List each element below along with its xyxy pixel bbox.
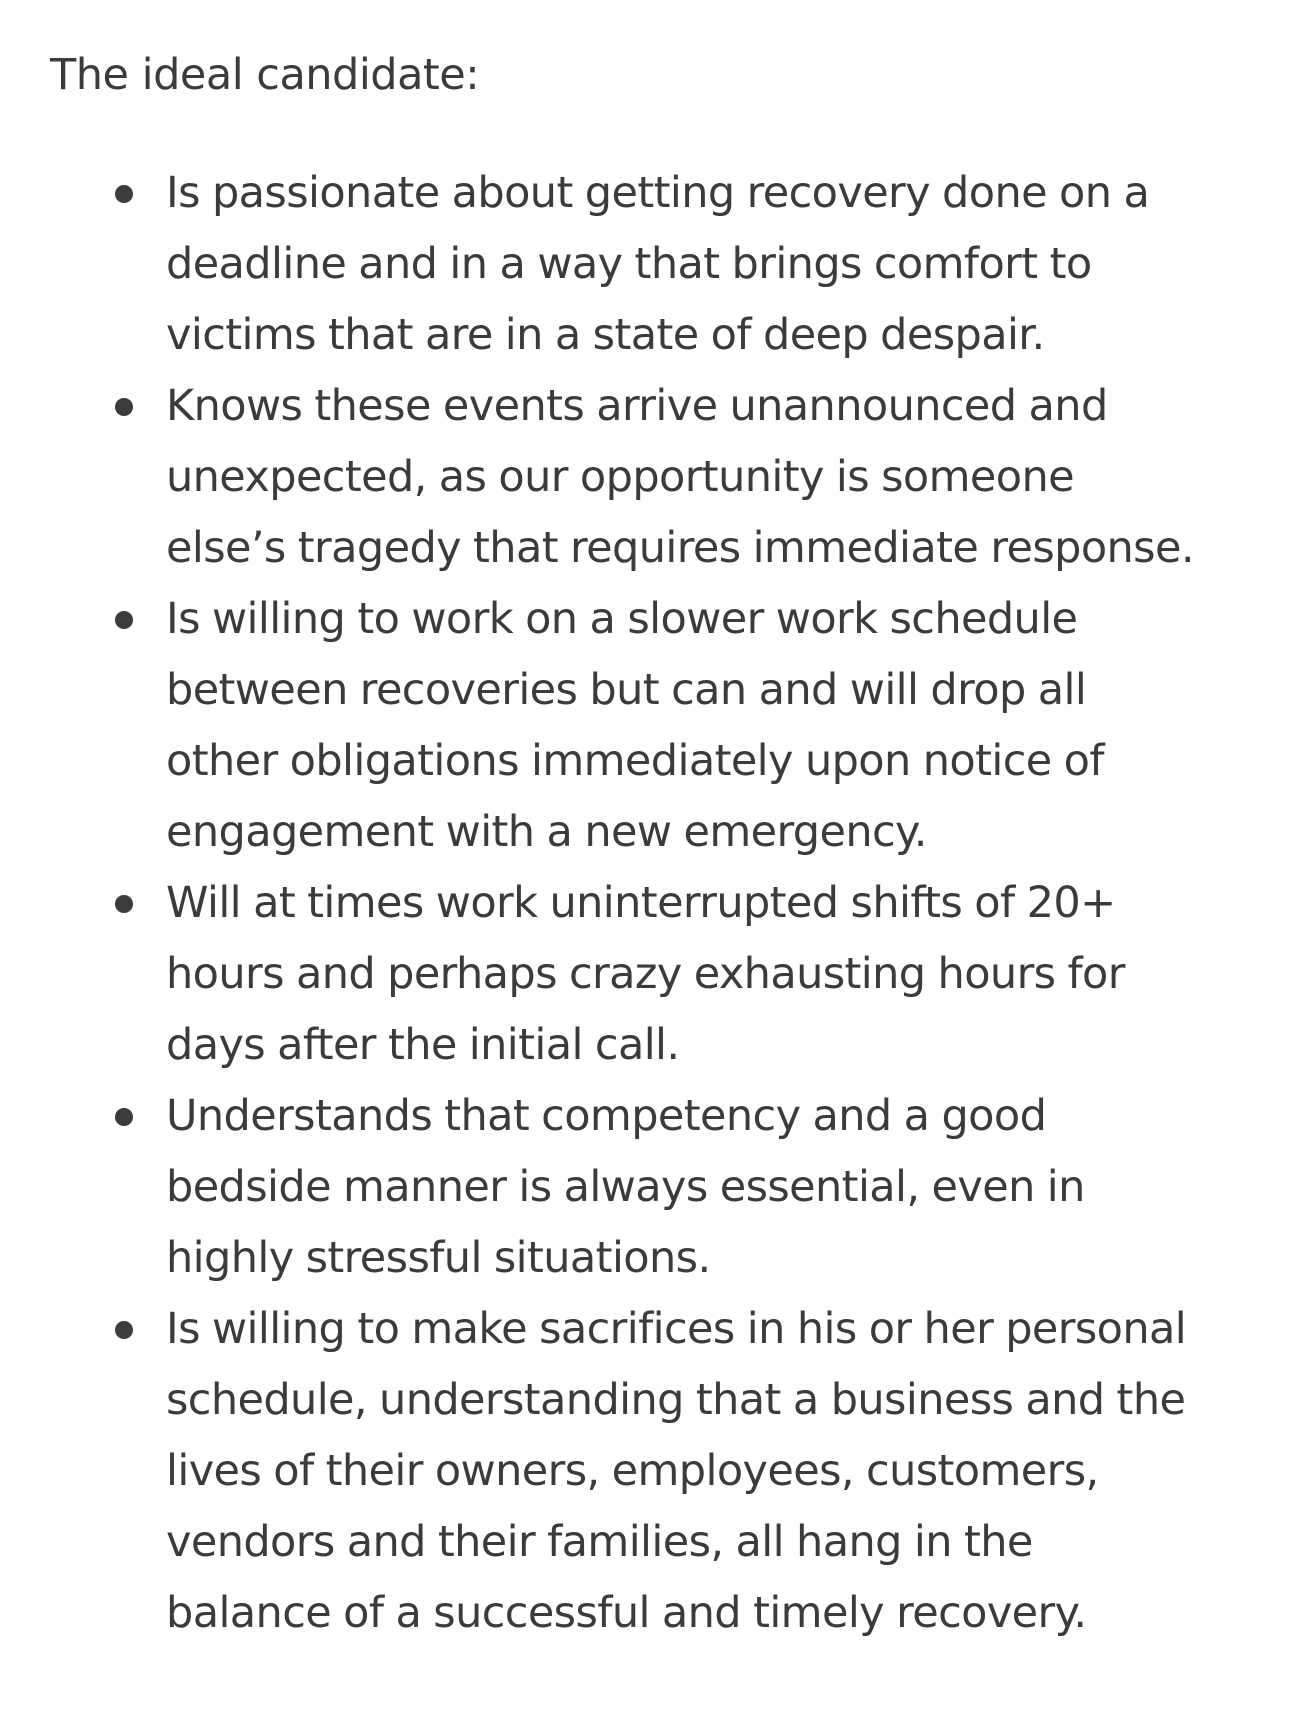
list-item	[0, 1081, 1290, 1294]
list-item	[0, 584, 1290, 868]
list-item	[0, 158, 1290, 371]
bullet-icon	[115, 185, 133, 203]
section-heading: The ideal candidate:	[50, 50, 480, 100]
list-item-text: Is willing to make sacrifices in his or her personal schedule, understanding that a business and the lives of their owners, employees, customers, vendors and their families, all hang in the balance of a successful and timely recovery.	[166, 1304, 1187, 1638]
list-item	[0, 1294, 1290, 1649]
bullet-icon	[115, 611, 133, 629]
list-item-text: Knows these events arrive unannounced and unexpected, as our opportunity is someone else’s tragedy that requires immediate response.	[166, 381, 1194, 573]
list-item-text: Is passionate about getting recovery done on a deadline and in a way that brings comfort to victims that are in a state of deep despair.	[166, 168, 1150, 360]
list-item-text: Is willing to work on a slower work schedule between recoveries but can and will drop all other obligations immediately upon notice of engagement with a new emergency.	[166, 594, 1104, 857]
bullet-icon	[115, 1321, 133, 1339]
list-item-text: Will at times work uninterrupted shifts of 20+ hours and perhaps crazy exhausting hours for days after the initial call.	[166, 878, 1125, 1070]
list-item	[0, 868, 1290, 1081]
list-item	[0, 371, 1290, 584]
bullet-icon	[115, 1108, 133, 1126]
candidate-requirements-list	[0, 158, 1290, 1649]
list-item-text: Understands that competency and a good bedside manner is always essential, even in highly stressful situations.	[166, 1091, 1085, 1283]
bullet-icon	[115, 895, 133, 913]
bullet-icon	[115, 398, 133, 416]
